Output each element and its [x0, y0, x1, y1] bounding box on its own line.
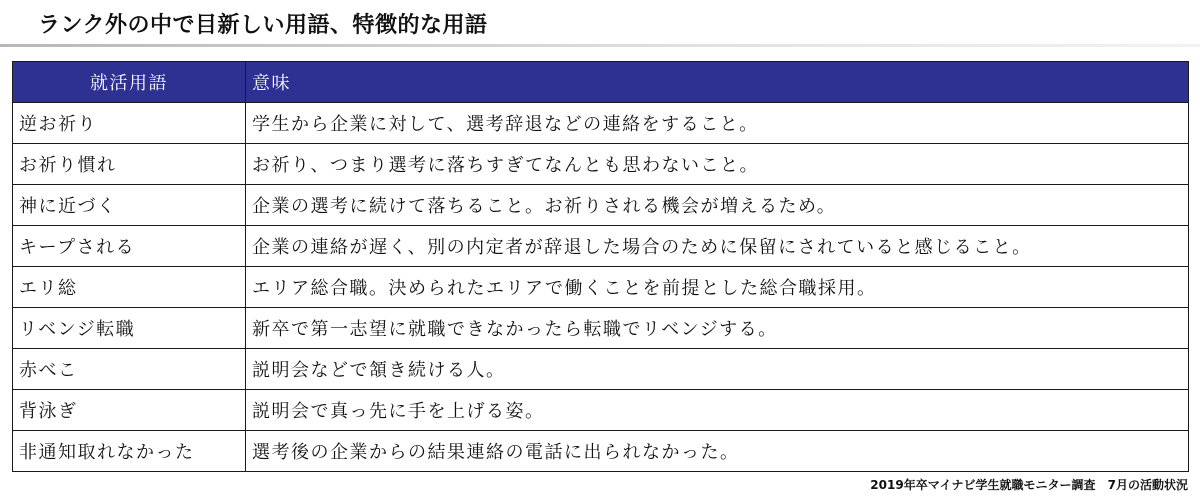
meaning-cell: エリア総合職。決められたエリアで働くことを前提とした総合職採用。	[246, 267, 1189, 308]
table-row	[13, 390, 1189, 431]
term-cell: 非通知取れなかった	[13, 431, 246, 472]
term-cell: 逆お祈り	[13, 103, 246, 144]
meaning-cell: 選考後の企業からの結果連絡の電話に出られなかった。	[246, 431, 1189, 472]
table-row	[13, 267, 1189, 308]
title-divider	[0, 44, 1200, 47]
meaning-cell: 説明会で真っ先に手を上げる姿。	[246, 390, 1189, 431]
term-cell: 神に近づく	[13, 185, 246, 226]
meaning-cell: 企業の連絡が遅く、別の内定者が辞退した場合のために保留にされていると感じること。	[246, 226, 1189, 267]
table-header-row	[13, 62, 1189, 103]
meaning-cell: 説明会などで頷き続ける人。	[246, 349, 1189, 390]
term-cell: お祈り慣れ	[13, 144, 246, 185]
table-row	[13, 308, 1189, 349]
table-row	[13, 144, 1189, 185]
term-cell: 背泳ぎ	[13, 390, 246, 431]
source-note: 2019年卒マイナビ学生就職モニター調査 7月の活動状況	[870, 478, 1188, 492]
meaning-cell: 新卒で第一志望に就職できなかったら転職でリベンジする。	[246, 308, 1189, 349]
table-row	[13, 431, 1189, 472]
table-row	[13, 103, 1189, 144]
meaning-cell: 企業の選考に続けて落ちること。お祈りされる機会が増えるため。	[246, 185, 1189, 226]
term-cell: キープされる	[13, 226, 246, 267]
terms-table	[12, 61, 1189, 472]
meaning-cell: 学生から企業に対して、選考辞退などの連絡をすること。	[246, 103, 1189, 144]
term-cell: エリ総	[13, 267, 246, 308]
meaning-cell: お祈り、つまり選考に落ちすぎてなんとも思わないこと。	[246, 144, 1189, 185]
term-cell: リベンジ転職	[13, 308, 246, 349]
table-row	[13, 226, 1189, 267]
header-meaning: 意味	[246, 62, 1189, 103]
page-title: ランク外の中で目新しい用語、特徴的な用語	[38, 13, 488, 38]
header-term: 就活用語	[13, 62, 246, 103]
table-row	[13, 185, 1189, 226]
term-cell: 赤べこ	[13, 349, 246, 390]
table-row	[13, 349, 1189, 390]
